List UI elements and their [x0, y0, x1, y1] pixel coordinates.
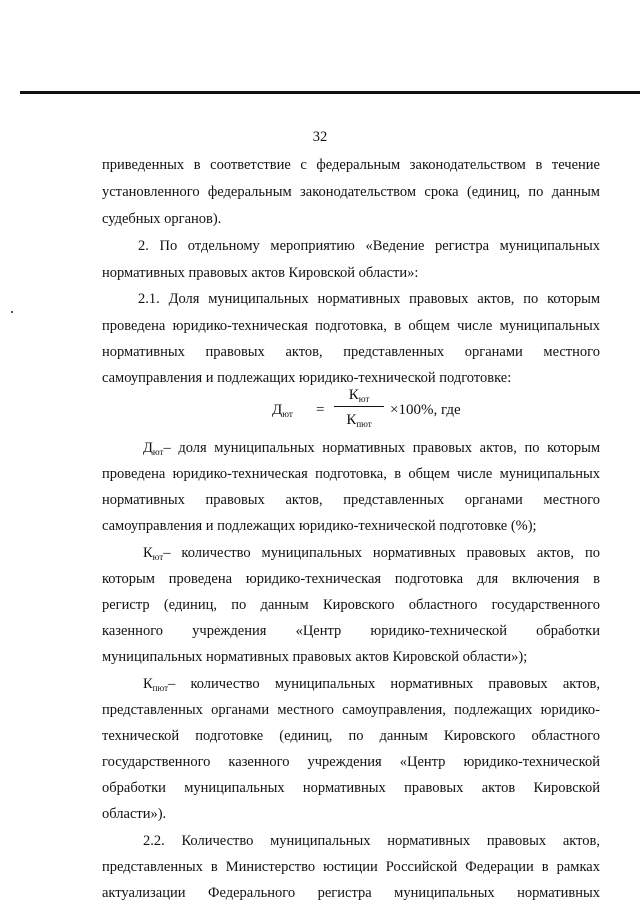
- text-line: 2. По отдельному мероприятию «Ведение регистра муниципальных: [138, 238, 600, 254]
- text-line: нормативных правовых актов Кировской области»:: [102, 265, 419, 281]
- definition-line: $К_{ют}-$ количество муниципальных нормативных правовых актов, по: [143, 545, 600, 562]
- symbol: $К_{ют}$: [143, 545, 164, 562]
- definition-line: $Д_{ют}-$ доля муниципальных нормативных правовых актов, по которым: [143, 440, 600, 457]
- text-line: технической подготовке (единиц, по данным Кировского областного: [102, 728, 600, 744]
- text-line: государственного казенного учреждения «Центр юридико-технической: [102, 754, 600, 770]
- formula-fraction: [332, 386, 386, 429]
- text-line: установленного федеральным законодательством срока (единиц, по данным: [102, 184, 600, 200]
- formula-lhs: $Д_{ют}$: [272, 402, 293, 419]
- text-line: представленных органами местного самоуправления, подлежащих юридико-: [102, 702, 600, 718]
- top-border-line: [20, 91, 640, 94]
- text-line: муниципальных нормативных правовых актов Кировской области»);: [102, 649, 528, 665]
- page-number: 32: [312, 129, 328, 145]
- formula-tail: ×100%, где: [390, 402, 461, 418]
- definition-line: $К_{пют}-$ количество муниципальных нормативных правовых актов,: [143, 676, 600, 693]
- text-line: нормативных правовых актов, представленных органами местного: [102, 492, 600, 508]
- text-line: самоуправления и подлежащих юридико-технической подготовке:: [102, 370, 512, 386]
- text-line: казенного учреждения «Центр юридико-технической обработки: [102, 623, 600, 639]
- text-line: представленных в Министерство юстиции Российской Федерации в рамках: [102, 859, 600, 875]
- text-line: приведенных в соответствие с федеральным законодательством в течение: [102, 157, 600, 173]
- text-line: судебных органов).: [102, 211, 222, 227]
- text-line: проведена юридико-техническая подготовка, в общем числе муниципальных: [102, 318, 600, 334]
- text-line: области»).: [102, 806, 167, 822]
- margin-mark: [11, 311, 13, 313]
- text-line: регистр (единиц, по данным Кировского областного государственного: [102, 597, 600, 613]
- text-line: нормативных правовых актов, представленных органами местного: [102, 344, 600, 360]
- formula-numerator: $К_{ют}$: [348, 387, 370, 404]
- formula-equals: =: [316, 402, 325, 418]
- text-line: 2.2. Количество муниципальных нормативных правовых актов,: [143, 833, 600, 849]
- text-line: обработки муниципальных нормативных правовых актов Кировской: [102, 780, 600, 796]
- text-line: проведена юридико-техническая подготовка, в общем числе муниципальных: [102, 466, 600, 482]
- fraction-bar: [334, 406, 384, 407]
- text-line: самоуправления и подлежащих юридико-технической подготовке (%);: [102, 518, 537, 534]
- symbol: $Д_{ют}$: [143, 440, 164, 457]
- text-line: актуализации Федерального регистра муниципальных нормативных: [102, 885, 600, 901]
- symbol: $К_{пют}$: [143, 676, 169, 693]
- formula-denominator: $К_{пют}$: [346, 412, 372, 429]
- text-line: 2.1. Доля муниципальных нормативных правовых актов, по которым: [138, 291, 600, 307]
- text-line: которым проведена юридико-техническая подготовка для включения в: [102, 571, 600, 587]
